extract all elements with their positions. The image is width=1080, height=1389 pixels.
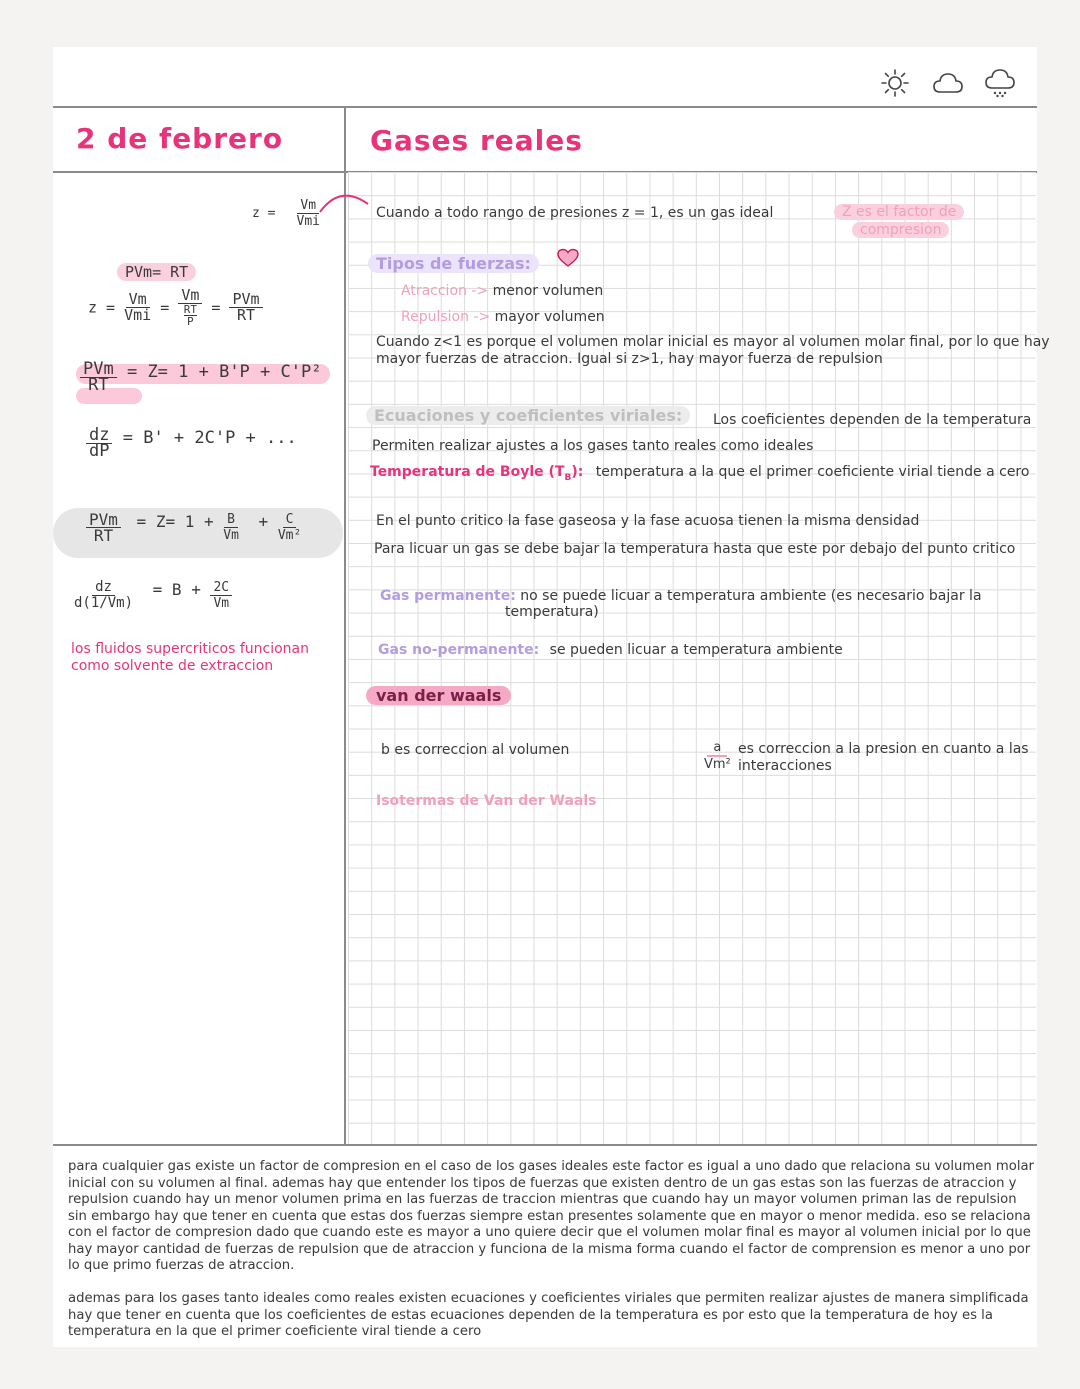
isotherms-label: Isotermas de Van der Waals — [376, 793, 597, 809]
summary-paragraph-2: ademas para los gases tanto ideales como reales existen ecuaciones y coeficientes viriales que permiten realizar ajustes de manera simplificada hay que tener en cuenta que los coeficientes de estas ecuaciones dependen de la temperatura es por esto que la temperatura de hoy es la temperatura en la que el primer coeficiente viral tiende a cero — [68, 1291, 1029, 1339]
permanent-gas-row: Gas permanente: no se puede licuar a temperatura ambiente (es necesario bajar la — [380, 588, 982, 604]
virial-volume-formula: $\frac{\text{PVm}}{RT}$ = Z= 1 + $\frac{B}{Vm}$ + $\frac{C}{\text{Vm²}}$ — [86, 512, 301, 543]
forces-heading: Tipos de fuerzas: — [368, 256, 539, 273]
ideal-gas-line: Cuando a todo rango de presiones z = 1, es un gas ideal — [376, 205, 774, 221]
z-definition: z = $\frac{Vm}{\text{Vmi}}$ — [252, 198, 320, 229]
van-der-waals-heading: van der waals — [366, 688, 511, 705]
column-divider — [344, 106, 346, 1146]
a-correction-note-line1: es correccion a la presion en cuanto a las — [738, 741, 1029, 757]
supercritical-note-line1: los fluidos supercriticos funcionan — [71, 641, 309, 657]
forces-paragraph-line2: mayor fuerzas de atraccion. Igual si z>1, hay mayor fuerza de repulsion — [376, 351, 883, 367]
virial-heading: Ecuaciones y coeficientes viriales: — [366, 408, 690, 425]
rain-cloud-icon — [984, 68, 1014, 98]
a-correction-fraction: $\frac{a}{\text{Vm²}}$ — [704, 740, 731, 772]
header-divider — [53, 106, 1037, 108]
date-title: 2 de febrero — [76, 122, 284, 155]
weather-icons — [880, 68, 1060, 98]
permanent-gas-row-cont: temperatura) — [505, 604, 599, 620]
supercritical-note-line2: como solvente de extraccion — [71, 658, 274, 674]
boyle-row: Temperatura de Boyle $(T_B)$: temperatura a la que el primer coeficiente virial tiende a cero — [370, 464, 1030, 483]
heart-icon — [556, 248, 580, 268]
virial-line: Permiten realizar ajustes a los gases tanto reales como ideales — [372, 438, 814, 454]
ideal-gas-law: PVm= RT — [117, 263, 196, 281]
z-factor-note-line1: Z es el factor de — [834, 204, 964, 220]
derivative-volume-formula: $\frac{dz}{d(1/Vm)}$ = B + $\frac{2C}{Vm}$ — [74, 580, 232, 611]
nonpermanent-gas-row: Gas no-permanente: se pueden licuar a temperatura ambiente — [378, 642, 843, 658]
connector-arrow — [318, 190, 378, 220]
b-correction-note: b es correccion al volumen — [381, 742, 570, 758]
derivative-pressure-formula: $\frac{dz}{dP}$ = B' + 2C'P + ... — [86, 428, 297, 459]
critical-point-line2: Para licuar un gas se debe bajar la temperatura hasta que este por debajo del punto critico — [374, 541, 1016, 557]
z-factor-note-line2: compresion — [852, 222, 949, 238]
summary-paragraph-1: para cualquier gas existe un factor de compresion en el caso de los gases ideales este factor es igual a uno dado que relaciona su volumen molar inicial con su volumen al final. ademas hay que entender los tipos de fuerzas que existen dentro de un gas estas son las fuerzas de atraccion y repulsion cuando hay un menor volumen prima en las fuerzas de traccion mientras que cuando hay un mayor volumen priman las de repulsion sin embargo hay que tener en cuenta que estas dos fuerzas siempre estan presentes solamente que en mayor o menor medida. eso se relaciona con el factor de compresion dado que cuando este es mayor a uno quiere decir que el volumen molar final es mayor al volumen inicial por lo que hay mayor cantidad de fuerzas de repulsion que de atraccion y funciona de la misma forma cuando el factor de comprension es menor a uno por lo que primo fuerzas de atraccion. — [68, 1159, 1034, 1273]
repulsion-row: Repulsion -> mayor volumen — [401, 309, 605, 325]
cloud-icon — [932, 68, 962, 98]
critical-point-line1: En el punto critico la fase gaseosa y la fase acuosa tienen la misma densidad — [376, 513, 920, 529]
page-title: Gases reales — [370, 124, 583, 157]
virial-note: Los coeficientes dependen de la temperatura — [713, 412, 1032, 428]
sun-icon — [880, 68, 910, 98]
a-correction-note-line2: interacciones — [738, 758, 832, 774]
z-chain-formula: z = $\frac{Vm}{\text{Vmi}}$ = Vm RT P = $\frac{\text{PVm}}{RT}$ — [88, 288, 263, 327]
summary-divider — [53, 1144, 1037, 1146]
virial-pressure-formula: $\frac{\text{PVm}}{RT}$ = Z= 1 + B'P + C'P² — [80, 362, 321, 393]
attraction-row: Atraccion -> menor volumen — [401, 283, 604, 299]
forces-paragraph-line1: Cuando z<1 es porque el volumen molar inicial es mayor al volumen molar final, por lo que hay — [376, 334, 1050, 350]
